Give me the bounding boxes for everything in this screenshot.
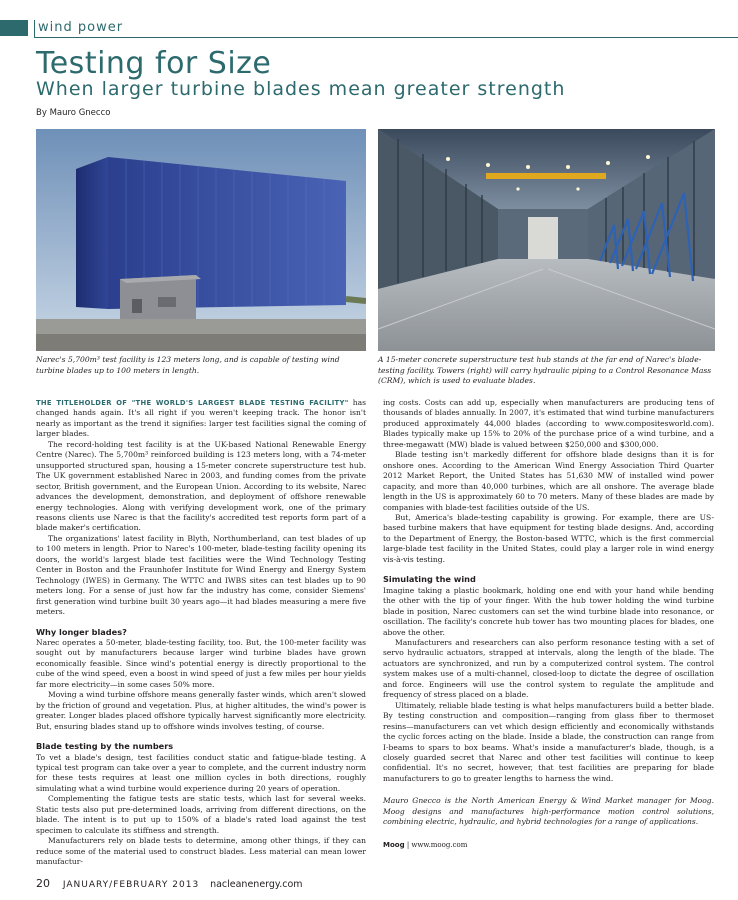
lead-text: has changed hands again. It's all right if you weren't keeping track. The honor isn't nearly as important as the trend it signifies: larger test facilities signal the coming of larger blades. xyxy=(36,398,366,439)
paragraph: Blade testing isn't markedly different for offshore blade designs than it is for onshore ones. According to the American Wind Energy Association Third Quarter 2012 Market Report, the United States has 51,630 MW of installed wind power capacity, and more than 40,000 turbines, which are all onshore. The average blade length in the US is approximately 60 to 70 meters. Many of these blades are made by companies with blade-test facilities outside of the US. xyxy=(383,450,714,512)
magazine-site[interactable]: nacleanenergy.com xyxy=(210,879,303,890)
page-number: 20 xyxy=(36,877,50,890)
paragraph: Manufacturers and researchers can also perform resonance testing with a set of servo hydraulic actuators, strapped at intervals, along the length of the blade. The actuators are synchronized, and run by a computerized control system. The control system makes use of a multi-channel, closed-loop to dictate the degree of oscillation and force. Engineers will use the control system to regulate the amplitude and frequency of stress placed on a blade. xyxy=(383,637,714,700)
company-url[interactable]: www.moog.com xyxy=(411,840,468,849)
page-footer xyxy=(36,877,303,890)
facility-interior-illustration xyxy=(378,129,715,351)
paragraph: But, America's blade-testing capability is growing. For example, there are US-based turbine makers that have equipment for testing blade designs. And, according to the Department of Energy, the Boston-based WTTC, which is the first commercial large-blade test facility in the United States, could play a larger role in wind energy vis-à-vis testing. xyxy=(383,512,714,564)
article-column-left xyxy=(36,398,366,867)
header-rule xyxy=(34,37,738,38)
section-label: wind power xyxy=(38,20,124,35)
subheading-simulating-the-wind: Simulating the wind xyxy=(383,574,476,585)
facility-interior-photo xyxy=(378,129,715,351)
lead-paragraph xyxy=(36,398,366,440)
paragraph: To vet a blade's design, test facilities conduct static and fatigue-blade testing. A typical test program can take over a year to complete, and the current industry norm for these tests requires at least one million cycles in both directions, roughly simulating what a wind turbine would experience during 20 years of operation. xyxy=(36,752,366,793)
paragraph: Complementing the fatigue tests are static tests, which last for several weeks. Static tests also put pre-determined loads, arriving from different directions, on the blade. The intent is to put up to 150% of a blade's rated load against the test specimen to calculate its stiffness and strength. xyxy=(36,794,366,835)
paragraph: Ultimately, reliable blade testing is what helps manufacturers build a better blade. By testing construction and composition—ranging from glass fiber to thermoset resins—manufacturers can vet which design efficiently and economically withstands the cyclic forces acting on the blade. Inside a blade, the construction can range from I-beams to spars to box beams. What's inside a manufacturer's blade, though, is a closely guarded secret that Narec and other test facilities will continue to keep confidential. It's no secret, however, that test facilities are preparing for blade manufacturers to go to greater lengths to harness the wind. xyxy=(383,700,714,783)
facility-exterior-illustration xyxy=(36,129,366,351)
paragraph: Narec operates a 50-meter, blade-testing facility, too. But, the 100-meter facility was sought out by manufacturers because larger wind turbine blades have grown economically feasible. Since wind's potential energy is directly proportional to the cube of the wind speed, even a boost in wind speed of just a few miles per hour yields far more electricity—in some cases 50% more. xyxy=(36,637,366,689)
subheading-why-longer-blades: Why longer blades? xyxy=(36,626,127,637)
article-subtitle: When larger turbine blades mean greater strength xyxy=(36,78,566,100)
lead-in: THE TITLEHOLDER OF "THE WORLD'S LARGEST BLADE TESTING FACILITY" xyxy=(36,399,349,407)
credit-separator: | xyxy=(404,840,412,849)
photo-caption-right: A 15-meter concrete superstructure test hub stands at the far end of Narec's blade-testing facility. Towers (right) will carry hydraulic piping to a Control Resonance Mass (CRM), which is used to evaluate blades. xyxy=(378,355,712,385)
paragraph: Manufacturers rely on blade tests to determine, among other things, if they can reduce some of the material used to construct blades. Less material can mean lower manufactur- xyxy=(36,836,366,867)
paragraph: The organizations' latest facility in Blyth, Northumberland, can test blades of up to 100 meters in length. Prior to Narec's 100-meter, blade-testing facility opening its doors, the world's largest blade test facilities were the Wind Technology Testing Center in Boston and the Fraunhofer Institute for Wind Energy and Energy System Technology (IWES) in Germany. The WTTC and IWBS sites can test blades up to 90 meters long. For a sense of just how far the industry has come, consider Siemens' first generation wind turbine built 30 years ago—it had blades measuring a mere five meters. xyxy=(36,533,366,617)
article-title: Testing for Size xyxy=(36,46,272,81)
photo-caption-left: Narec's 5,700m³ test facility is 123 meters long, and is capable of testing wind turbine blades up to 100 meters in length. xyxy=(36,355,340,375)
section-tab xyxy=(0,20,28,36)
paragraph: Moving a wind turbine offshore means generally faster winds, which aren't slowed by the friction of ground and vegetation. Plus, at higher altitudes, the wind's power is greater. Longer blades placed offshore typically harvest significantly more electricity. But, ensuring blades stand up to offshore winds involves testing, of course. xyxy=(36,690,366,731)
issue-date: JANUARY/FEBRUARY 2013 xyxy=(62,880,200,890)
company-credit xyxy=(383,840,714,850)
paragraph: The record-holding test facility is at the UK-based National Renewable Energy Centre (Narec). The 5,700m³ reinforced building is 123 meters long, with a 74-meter unsupported structured span, housing a 15-meter concrete superstructure test hub. The UK government established Narec in 2003, and funding comes from the private sector, British government, and the European Union. According to its website, Narec advances the development, demonstration, and deployment of offshore renewable energy technologies. Along with verifying development work, one of the primary reasons clients use Narec is that the facility's accredited test reports form part of a blade maker's certification. xyxy=(36,439,366,533)
paragraph: Imagine taking a plastic bookmark, holding one end with your hand while bending the other with the tip of your finger. With the hub tower holding the wind turbine blade in position, Narec customers can set the wind turbine blade into resonance, or oscillation. The facility's concrete hub tower has two mounting places for blades, one above the other. xyxy=(383,585,714,637)
company-name: Moog xyxy=(383,840,405,849)
facility-exterior-photo xyxy=(36,129,366,351)
byline: By Mauro Gnecco xyxy=(36,108,111,118)
paragraph: ing costs. Costs can add up, especially when manufacturers are producing tens of thousands of blades annually. In 2007, it's estimated that wind turbine manufacturers produced approximately 44,000 blades (according to www.compositesworld.com). Blades typically make up 15% to 20% of the purchase price of a wind turbine, and a three-megawatt (MW) blade is valued between $250,000 and $300,000. xyxy=(383,398,714,449)
section-rule xyxy=(34,20,35,38)
author-bio: Mauro Gnecco is the North American Energy & Wind Market manager for Moog. Moog designs and manufactures high-performance motion control solutions, combining electric, hydraulic, and hybrid technologies for a range of applications. xyxy=(383,796,714,827)
subheading-blade-testing: Blade testing by the numbers xyxy=(36,741,174,752)
article-column-right xyxy=(383,398,714,850)
